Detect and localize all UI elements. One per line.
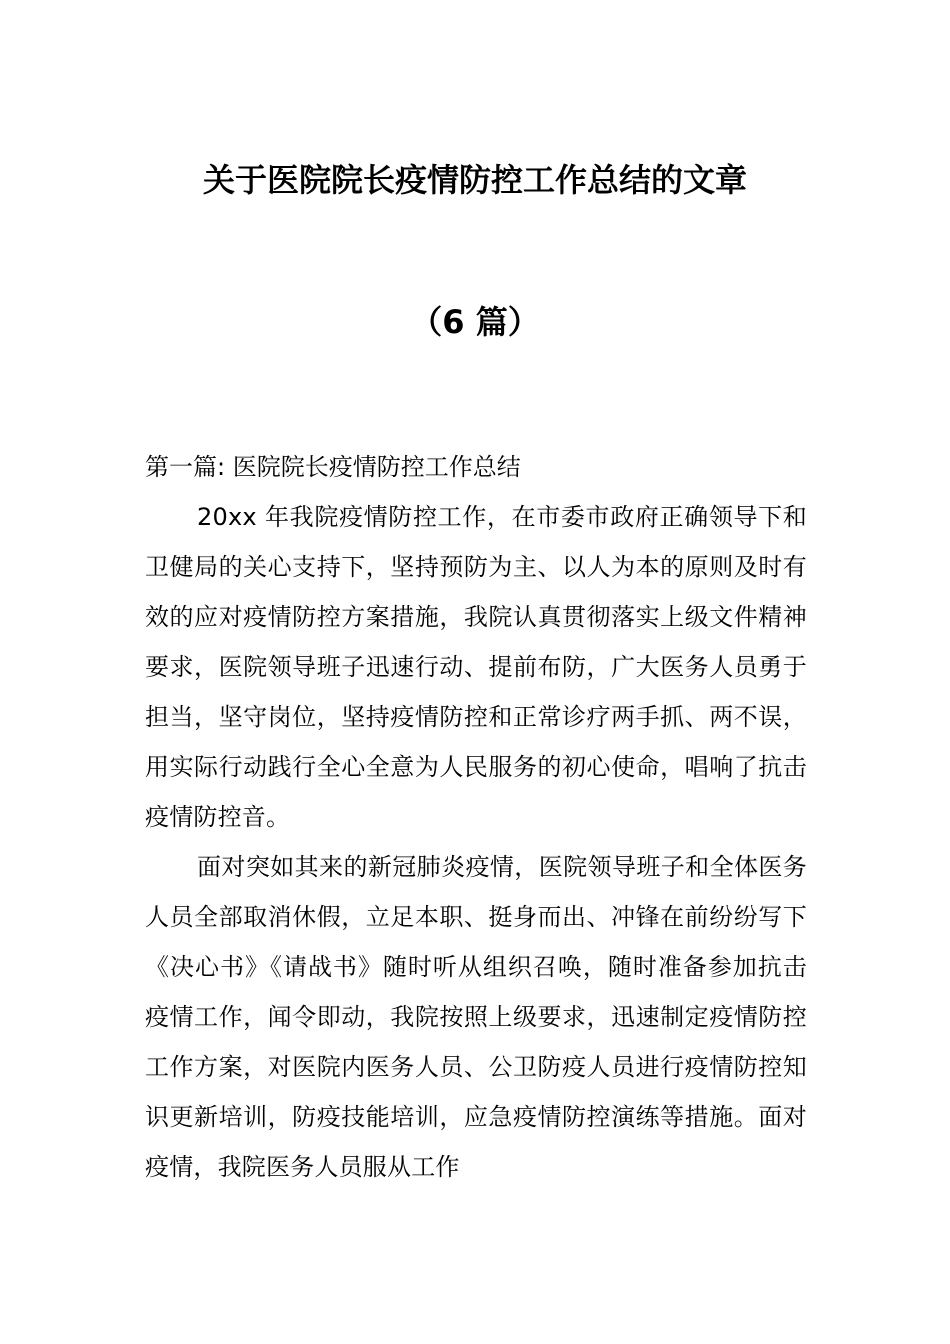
document-body bbox=[145, 442, 807, 1192]
section-heading: 第一篇: 医院院长疫情防控工作总结 bbox=[145, 453, 521, 481]
document-title: 关于医院院长疫情防控工作总结的文章 bbox=[202, 161, 747, 199]
document-subtitle: （6 篇） bbox=[410, 303, 540, 341]
paragraph-1: 20xx 年我院疫情防控工作，在市委市政府正确领导下和卫健局的关心支持下，坚持预防为主、以人为本的原则及时有效的应对疫情防控方案措施，我院认真贯彻落实上级文件精神要求，医院领导班子迅速行动、提前布防，广大医务人员勇于担当，坚守岗位，坚持疫情防控和正常诊疗两手抓、两不误，用实际行动践行全心全意为人民服务的初心使命，唱响了抗击疫情防控音。 bbox=[145, 503, 807, 831]
paragraph-2: 面对突如其来的新冠肺炎疫情，医院领导班子和全体医务人员全部取消休假，立足本职、挺身而出、冲锋在前纷纷写下《决心书》《请战书》随时听从组织召唤，随时准备参加抗击疫情工作，闻令即动，我院按照上级要求，迅速制定疫情防控工作方案，对医院内医务人员、公卫防疫人员进行疫情防控知识更新培训，防疫技能培训，应急疫情防控演练等措施。面对疫情，我院医务人员服从工作 bbox=[145, 853, 807, 1181]
